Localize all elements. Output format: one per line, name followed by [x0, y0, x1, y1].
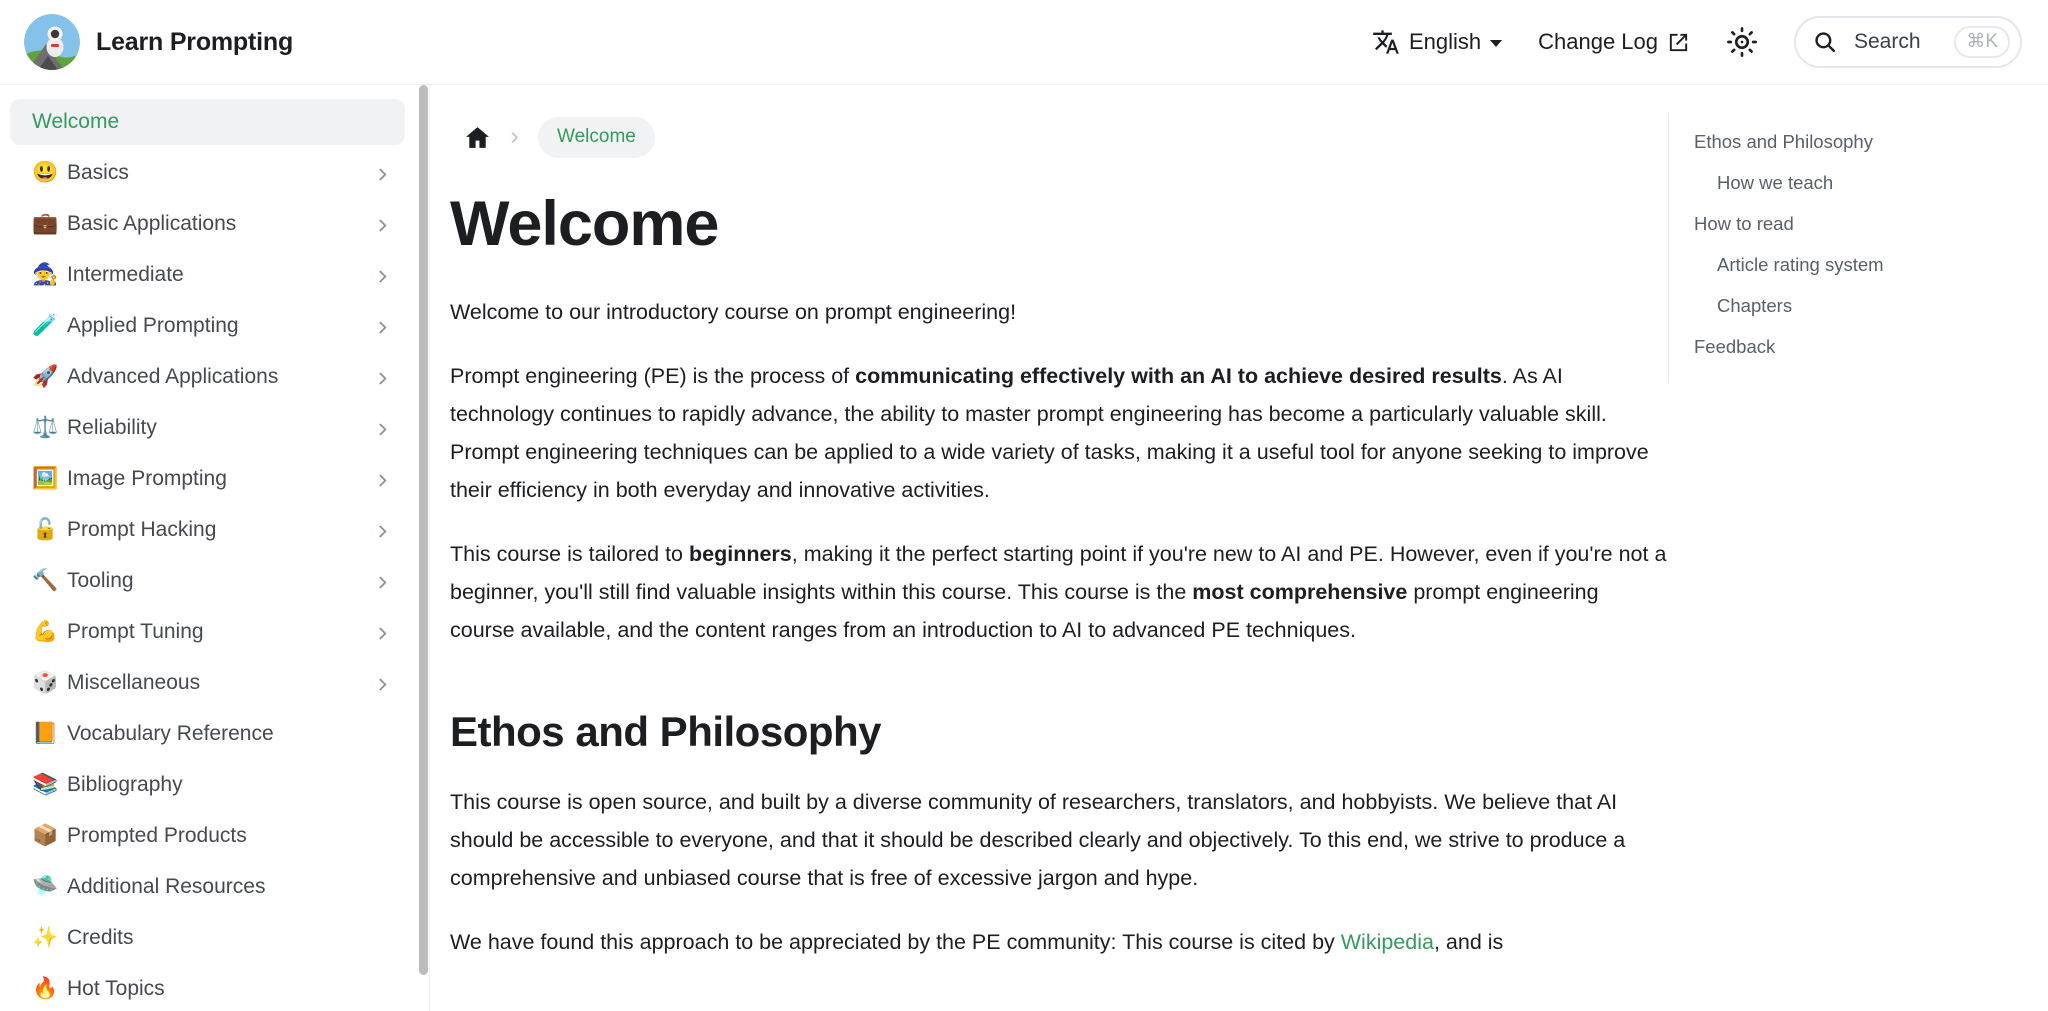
inline-link[interactable]: Wikipedia: [1340, 930, 1434, 954]
page-title: Welcome: [450, 189, 719, 259]
sidebar-item-advanced-applications[interactable]: [10, 354, 405, 400]
sidebar-item-additional-resources[interactable]: [10, 864, 405, 910]
sidebar-item-label: Prompted Products: [67, 824, 247, 847]
sidebar-item-label: Bibliography: [67, 773, 183, 796]
chevron-right-icon[interactable]: [374, 216, 391, 233]
toc-item-chapters[interactable]: Chapters: [1717, 295, 1793, 316]
sidebar-item-emoji-icon: 🎲: [32, 671, 59, 694]
sidebar-item-label: Tooling: [67, 569, 134, 592]
toc-item-ethos-and-philosophy[interactable]: Ethos and Philosophy: [1694, 131, 1873, 152]
paragraph: [450, 535, 1668, 649]
external-link-icon: [1667, 31, 1690, 54]
paragraph: [450, 293, 1668, 331]
chevron-right-icon[interactable]: [374, 471, 391, 488]
sidebar-item-emoji-icon: 💪: [32, 620, 59, 643]
sidebar-item-emoji-icon: 🧙: [32, 263, 59, 286]
search-shortcut-badge: ⌘K: [1954, 26, 2010, 58]
sidebar-item-hot-topics[interactable]: [10, 966, 405, 1011]
bold-text: communicating effectively with an AI to achieve desired results: [855, 364, 1502, 388]
sidebar-item-emoji-icon: ✨: [32, 926, 59, 949]
sidebar-item-basics[interactable]: [10, 150, 405, 196]
sidebar-item-label: Additional Resources: [67, 875, 266, 898]
sidebar-item-label: Vocabulary Reference: [67, 722, 274, 745]
sidebar-item-label: Hot Topics: [67, 977, 165, 1000]
sidebar-item-prompted-products[interactable]: [10, 813, 405, 859]
sidebar: [0, 85, 430, 1011]
sidebar-item-label: Image Prompting: [67, 467, 227, 490]
sidebar-item-applied-prompting[interactable]: [10, 303, 405, 349]
sidebar-item-label: Miscellaneous: [67, 671, 201, 694]
sidebar-item-emoji-icon: 🔥: [32, 977, 59, 1000]
sidebar-item-basic-applications[interactable]: [10, 201, 405, 247]
toc-item-feedback[interactable]: Feedback: [1694, 336, 1776, 357]
sidebar-item-label: Prompt Tuning: [67, 620, 204, 643]
sidebar-item-emoji-icon: 📚: [32, 773, 59, 796]
brand-title: Learn Prompting: [96, 27, 294, 56]
sidebar-item-prompt-tuning[interactable]: [10, 609, 405, 655]
home-icon[interactable]: [464, 124, 491, 151]
text-run: Prompt engineering (PE) is the process of: [450, 364, 856, 388]
sidebar-item-reliability[interactable]: [10, 405, 405, 451]
navbar: [0, 0, 2048, 85]
sidebar-item-emoji-icon: 🖼️: [32, 467, 59, 490]
sidebar-item-label: Advanced Applications: [67, 365, 279, 388]
sidebar-item-emoji-icon: ⚖️: [32, 416, 59, 439]
sidebar-item-label: Reliability: [67, 416, 157, 439]
sidebar-item-emoji-icon: 😃: [32, 161, 59, 184]
breadcrumb-current[interactable]: Welcome: [538, 117, 655, 158]
text-run: , and is: [1433, 930, 1504, 954]
sidebar-item-intermediate[interactable]: [10, 252, 405, 298]
sidebar-item-label: Applied Prompting: [67, 314, 239, 337]
paragraph: [450, 357, 1668, 509]
sidebar-item-emoji-icon: 📙: [32, 722, 59, 745]
toc-item-how-we-teach[interactable]: How we teach: [1717, 172, 1834, 193]
sidebar-item-tooling[interactable]: [10, 558, 405, 604]
search-input[interactable]: [1794, 16, 2022, 68]
sidebar-item-welcome[interactable]: [10, 99, 405, 145]
sidebar-item-prompt-hacking[interactable]: [10, 507, 405, 553]
chevron-right-icon[interactable]: [374, 165, 391, 182]
changelog-label: Change Log: [1538, 29, 1658, 54]
sidebar-item-image-prompting[interactable]: [10, 456, 405, 502]
paragraph: [450, 923, 1668, 961]
chevron-right-icon[interactable]: [374, 573, 391, 590]
learn-prompting-logo-icon: [24, 14, 80, 70]
sidebar-item-miscellaneous[interactable]: [10, 660, 405, 706]
sidebar-item-label: Prompt Hacking: [67, 518, 217, 541]
text-run: , making it the perfect starting point if you're new to AI and PE. However, even if you're not a beginner, you'll still find valuable insights within this course. This course is the: [450, 542, 1667, 604]
chevron-right-icon: [507, 130, 522, 145]
search-placeholder: Search: [1854, 30, 1921, 53]
article-body: [450, 293, 1668, 961]
text-run: prompt engineering course available, and the content ranges from an introduction to AI to advanced PE techniques.: [450, 580, 1599, 642]
caret-down-icon: [1490, 40, 1502, 47]
sidebar-item-emoji-icon: 🧪: [32, 314, 59, 337]
paragraph: [450, 783, 1668, 897]
article: [450, 101, 1668, 1011]
toc-item-how-to-read[interactable]: How to read: [1694, 213, 1794, 234]
chevron-right-icon[interactable]: [374, 267, 391, 284]
sun-icon: [1726, 26, 1758, 58]
sidebar-item-label: Basics: [67, 161, 129, 184]
chevron-right-icon[interactable]: [374, 369, 391, 386]
table-of-contents: [1668, 113, 2048, 383]
text-run: This course is tailored to: [450, 542, 689, 566]
search-icon: [1812, 29, 1838, 55]
bold-text: beginners: [689, 542, 792, 566]
chevron-right-icon[interactable]: [374, 675, 391, 692]
sidebar-item-bibliography[interactable]: [10, 762, 405, 808]
chevron-right-icon[interactable]: [374, 522, 391, 539]
toc-item-article-rating-system[interactable]: Article rating system: [1717, 254, 1884, 275]
sidebar-item-label: Intermediate: [67, 263, 184, 286]
navbar-right: [1372, 16, 2022, 68]
main-area: [430, 85, 2048, 1011]
brand[interactable]: [24, 14, 293, 70]
text-run: . As AI technology continues to rapidly advance, the ability to master prompt engineering has become a particularly valuable skill. Prompt engineering techniques can be applied to a wide variety of tasks, making it a useful tool for anyone seeking to improve their efficiency in both everyday and innovative activities.: [450, 364, 1649, 502]
section-heading: Ethos and Philosophy: [450, 708, 882, 755]
breadcrumb: [464, 113, 1668, 161]
sidebar-item-emoji-icon: 🚀: [32, 365, 59, 388]
translate-icon: [1372, 28, 1400, 56]
text-run: This course is open source, and built by a diverse community of researchers, translators, and hobbyists. We believe that AI should be accessible to everyone, and that it should be described clearly and objectively. To this end, we strive to produce a comprehensive and unbiased course that is free of excessive jargon and hype.: [450, 790, 1626, 890]
changelog-link[interactable]: [1538, 29, 1690, 55]
sidebar-item-emoji-icon: 🛸: [32, 875, 59, 898]
sidebar-item-label: Welcome: [32, 110, 120, 133]
sidebar-item-emoji-icon: 🔓: [32, 518, 59, 541]
theme-toggle-button[interactable]: [1726, 26, 1758, 58]
bold-text: most comprehensive: [1192, 580, 1408, 604]
language-label: English: [1408, 29, 1482, 54]
sidebar-nav: [10, 99, 405, 1011]
chevron-right-icon[interactable]: [374, 318, 391, 335]
chevron-right-icon[interactable]: [374, 624, 391, 641]
language-dropdown[interactable]: [1372, 28, 1502, 56]
sidebar-item-label: Basic Applications: [67, 212, 237, 235]
sidebar-item-label: Credits: [67, 926, 134, 949]
sidebar-item-emoji-icon: 🔨: [32, 569, 59, 592]
sidebar-item-credits[interactable]: [10, 915, 405, 961]
text-run: We have found this approach to be appreciated by the PE community: This course is cited by: [450, 930, 1341, 954]
sidebar-item-emoji-icon: 📦: [32, 824, 59, 847]
text-run: Welcome to our introductory course on prompt engineering!: [450, 300, 1017, 324]
chevron-right-icon[interactable]: [374, 420, 391, 437]
sidebar-item-emoji-icon: 💼: [32, 212, 59, 235]
sidebar-item-vocabulary-reference[interactable]: [10, 711, 405, 757]
sidebar-scrollbar[interactable]: [419, 85, 428, 975]
